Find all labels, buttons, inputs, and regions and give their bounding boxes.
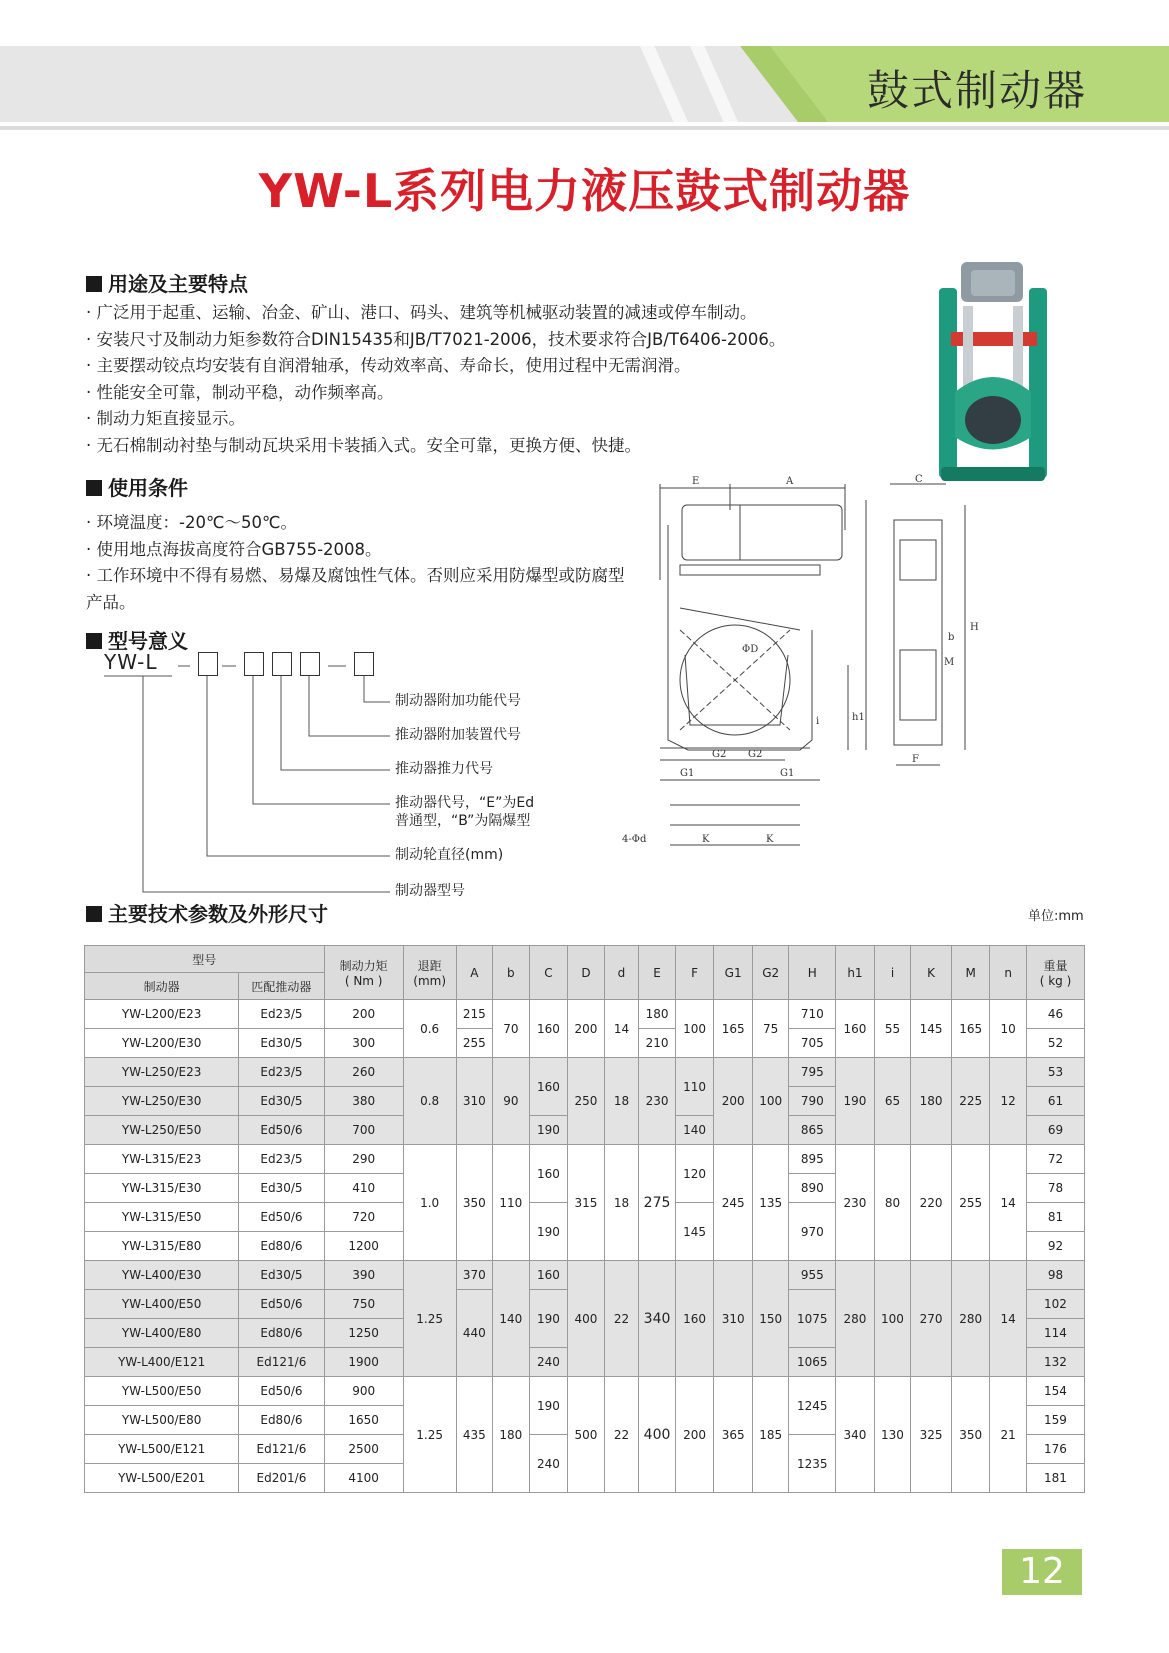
model-label-function: 制动器附加功能代号 xyxy=(395,693,521,709)
col-header-n: n xyxy=(990,946,1027,1000)
table-cell: 1235 xyxy=(789,1435,836,1493)
table-cell: 310 xyxy=(456,1058,493,1145)
table-cell: 710 xyxy=(789,1000,836,1029)
table-cell: 0.8 xyxy=(403,1058,456,1145)
table-cell: YW-L500/E80 xyxy=(85,1406,239,1435)
table-cell: Ed30/5 xyxy=(239,1029,324,1058)
table-cell: 160 xyxy=(529,1145,568,1203)
table-cell: Ed121/6 xyxy=(239,1348,324,1377)
table-cell: YW-L250/E23 xyxy=(85,1058,239,1087)
col-header-brake: 制动器 xyxy=(85,973,239,1000)
table-cell: 160 xyxy=(529,1058,568,1116)
list-item: · 制动力矩直接显示。 xyxy=(86,406,785,433)
unit-label: 单位:mm xyxy=(1028,909,1084,924)
table-cell: 55 xyxy=(874,1000,911,1058)
col-header-a: A xyxy=(456,946,493,1000)
model-box-diameter xyxy=(198,652,218,676)
table-cell: YW-L200/E30 xyxy=(85,1029,239,1058)
table-cell: 10 xyxy=(990,1000,1027,1058)
table-cell: 340 xyxy=(639,1261,676,1377)
table-cell: 240 xyxy=(529,1435,568,1493)
table-cell: YW-L500/E121 xyxy=(85,1435,239,1464)
table-cell: 1065 xyxy=(789,1348,836,1377)
features-list xyxy=(86,300,785,459)
table-cell: YW-L315/E80 xyxy=(85,1232,239,1261)
model-label-thrust: 推动器推力代号 xyxy=(395,761,493,777)
table-cell: Ed30/5 xyxy=(239,1174,324,1203)
col-header-k: K xyxy=(911,946,952,1000)
table-cell: 65 xyxy=(874,1058,911,1145)
table-cell: 215 xyxy=(456,1000,493,1029)
table-cell: Ed80/6 xyxy=(239,1406,324,1435)
table-cell: 75 xyxy=(752,1000,789,1058)
model-box-accessory xyxy=(300,652,320,676)
table-cell: 70 xyxy=(493,1000,530,1058)
table-cell: Ed30/5 xyxy=(239,1087,324,1116)
table-cell: 98 xyxy=(1026,1261,1084,1290)
list-item: · 安装尺寸及制动力矩参数符合DIN15435和JB/T7021-2006，技术要求符合JB/T6406-2006。 xyxy=(86,327,785,354)
table-row xyxy=(85,1145,1085,1174)
table-cell: 390 xyxy=(324,1261,403,1290)
table-row xyxy=(85,1000,1085,1029)
table-cell: 100 xyxy=(752,1058,789,1145)
table-cell: YW-L250/E50 xyxy=(85,1116,239,1145)
table-cell: 102 xyxy=(1026,1290,1084,1319)
table-cell: 160 xyxy=(675,1261,714,1377)
table-cell: 110 xyxy=(675,1058,714,1116)
table-cell: 176 xyxy=(1026,1435,1084,1464)
table-cell: 795 xyxy=(789,1058,836,1087)
table-cell: 14 xyxy=(990,1261,1027,1377)
table-cell: 350 xyxy=(456,1145,493,1261)
table-cell: 200 xyxy=(714,1058,753,1145)
table-cell: 275 xyxy=(639,1145,676,1261)
table-cell: Ed30/5 xyxy=(239,1261,324,1290)
col-header-c: C xyxy=(529,946,568,1000)
table-cell: 140 xyxy=(493,1261,530,1377)
col-header-thruster: 匹配推动器 xyxy=(239,973,324,1000)
table-cell: 340 xyxy=(836,1377,875,1493)
table-cell: 150 xyxy=(752,1261,789,1377)
table-cell: 1245 xyxy=(789,1377,836,1435)
table-cell: YW-L400/E30 xyxy=(85,1261,239,1290)
table-cell: 21 xyxy=(990,1377,1027,1493)
col-header-d-small: d xyxy=(604,946,639,1000)
table-cell: YW-L400/E121 xyxy=(85,1348,239,1377)
product-photo xyxy=(933,262,1053,487)
table-cell: 750 xyxy=(324,1290,403,1319)
table-cell: 92 xyxy=(1026,1232,1084,1261)
dim-label-k-left: K xyxy=(702,834,710,845)
table-cell: 110 xyxy=(493,1145,530,1261)
table-cell: 790 xyxy=(789,1087,836,1116)
dimension-drawing xyxy=(620,474,1040,900)
table-cell: Ed50/6 xyxy=(239,1116,324,1145)
model-box-thruster xyxy=(244,652,264,676)
table-cell: 180 xyxy=(911,1058,952,1145)
table-cell: 22 xyxy=(604,1377,639,1493)
table-cell: 260 xyxy=(324,1058,403,1087)
table-cell: 255 xyxy=(951,1145,990,1261)
table-header-row xyxy=(85,946,1085,973)
table-cell: Ed23/5 xyxy=(239,1058,324,1087)
table-cell: 114 xyxy=(1026,1319,1084,1348)
col-header-b: b xyxy=(493,946,530,1000)
table-cell: 145 xyxy=(675,1203,714,1261)
col-header-model: 型号 xyxy=(85,946,325,973)
model-label-diameter: 制动轮直径(mm) xyxy=(395,847,504,863)
table-cell: 46 xyxy=(1026,1000,1084,1029)
spec-table xyxy=(84,945,1085,1493)
model-label-thruster: 推动器代号，“E”为Ed xyxy=(395,795,535,811)
table-cell: 440 xyxy=(456,1290,493,1377)
table-cell: 181 xyxy=(1026,1464,1084,1493)
col-header-gap: 退距 (mm) xyxy=(403,946,456,1000)
table-cell: Ed80/6 xyxy=(239,1232,324,1261)
table-cell: 145 xyxy=(911,1000,952,1058)
params-heading: 主要技术参数及外形尺寸 xyxy=(86,898,328,927)
table-cell: 240 xyxy=(529,1348,568,1377)
table-cell: 159 xyxy=(1026,1406,1084,1435)
model-box-thrust xyxy=(272,652,292,676)
table-cell: 190 xyxy=(529,1377,568,1435)
table-cell: 250 xyxy=(568,1058,605,1145)
table-cell: 1650 xyxy=(324,1406,403,1435)
table-cell: 1250 xyxy=(324,1319,403,1348)
table-cell: 230 xyxy=(639,1058,676,1145)
table-cell: 280 xyxy=(951,1261,990,1377)
table-cell: 52 xyxy=(1026,1029,1084,1058)
list-item: · 广泛用于起重、运输、冶金、矿山、港口、码头、建筑等机械驱动装置的减速或停车制动。 xyxy=(86,300,785,327)
table-cell: 185 xyxy=(752,1377,789,1493)
table-cell: 135 xyxy=(752,1145,789,1261)
table-cell: 1900 xyxy=(324,1348,403,1377)
conditions-list xyxy=(86,510,626,616)
table-cell: Ed23/5 xyxy=(239,1145,324,1174)
col-header-g1: G1 xyxy=(714,946,753,1000)
table-cell: 14 xyxy=(604,1000,639,1058)
table-cell: 80 xyxy=(874,1145,911,1261)
list-item: · 主要摆动铰点均安装有自润滑轴承，传动效率高、寿命长，使用过程中无需润滑。 xyxy=(86,353,785,380)
table-cell: 865 xyxy=(789,1116,836,1145)
dim-label-h: H xyxy=(970,622,979,633)
table-cell: 500 xyxy=(568,1377,605,1493)
table-cell: 140 xyxy=(675,1116,714,1145)
col-header-d: D xyxy=(568,946,605,1000)
table-cell: YW-L200/E23 xyxy=(85,1000,239,1029)
table-cell: YW-L400/E50 xyxy=(85,1290,239,1319)
table-cell: 120 xyxy=(675,1145,714,1203)
model-label-type: 制动器型号 xyxy=(395,883,465,899)
dim-label-g1-right: G1 xyxy=(780,768,795,779)
table-cell: 400 xyxy=(639,1377,676,1493)
dim-label-m: M xyxy=(944,657,955,668)
table-cell: 270 xyxy=(911,1261,952,1377)
table-cell: 225 xyxy=(951,1058,990,1145)
table-cell: 22 xyxy=(604,1261,639,1377)
col-header-torque: 制动力矩 ( Nm ) xyxy=(324,946,403,1000)
model-heading: 型号意义 xyxy=(86,625,188,654)
table-cell: 255 xyxy=(456,1029,493,1058)
table-cell: 190 xyxy=(529,1290,568,1348)
table-cell: Ed121/6 xyxy=(239,1435,324,1464)
table-cell: 1075 xyxy=(789,1290,836,1348)
features-heading: 用途及主要特点 xyxy=(86,268,248,297)
list-item: · 无石棉制动衬垫与制动瓦块采用卡装插入式。安全可靠，更换方便、快捷。 xyxy=(86,433,785,460)
table-cell: 130 xyxy=(874,1377,911,1493)
header-band xyxy=(0,0,1169,150)
dim-label-b: b xyxy=(948,632,955,643)
table-cell: 78 xyxy=(1026,1174,1084,1203)
table-cell: 380 xyxy=(324,1087,403,1116)
table-cell: 370 xyxy=(456,1261,493,1290)
table-cell: Ed50/6 xyxy=(239,1203,324,1232)
table-cell: 69 xyxy=(1026,1116,1084,1145)
table-cell: YW-L315/E50 xyxy=(85,1203,239,1232)
table-cell: 1200 xyxy=(324,1232,403,1261)
dim-label-a: A xyxy=(786,476,794,487)
table-cell: 210 xyxy=(639,1029,676,1058)
table-cell: 154 xyxy=(1026,1377,1084,1406)
table-cell: 200 xyxy=(675,1377,714,1493)
col-header-e: E xyxy=(639,946,676,1000)
table-cell: 720 xyxy=(324,1203,403,1232)
table-cell: Ed50/6 xyxy=(239,1290,324,1319)
table-cell: 165 xyxy=(714,1000,753,1058)
table-cell: 410 xyxy=(324,1174,403,1203)
list-item: · 性能安全可靠，制动平稳，动作频率高。 xyxy=(86,380,785,407)
table-cell: 290 xyxy=(324,1145,403,1174)
table-cell: 190 xyxy=(836,1058,875,1145)
page-title: YW-L系列电力液压鼓式制动器 xyxy=(258,164,911,218)
table-cell: YW-L250/E30 xyxy=(85,1087,239,1116)
model-label-thruster-2: 普通型，“B”为隔爆型 xyxy=(395,813,531,829)
table-cell: 435 xyxy=(456,1377,493,1493)
table-cell: Ed80/6 xyxy=(239,1319,324,1348)
table-cell: 4100 xyxy=(324,1464,403,1493)
table-cell: 955 xyxy=(789,1261,836,1290)
table-cell: 53 xyxy=(1026,1058,1084,1087)
table-row xyxy=(85,1058,1085,1087)
table-cell: 1.25 xyxy=(403,1261,456,1377)
table-cell: 81 xyxy=(1026,1203,1084,1232)
table-cell: 18 xyxy=(604,1058,639,1145)
model-code: YW-L xyxy=(104,650,158,674)
table-cell: YW-L500/E50 xyxy=(85,1377,239,1406)
col-header-weight: 重量 ( kg ) xyxy=(1026,946,1084,1000)
model-box-function xyxy=(354,652,374,676)
table-cell: 160 xyxy=(529,1261,568,1290)
table-cell: 2500 xyxy=(324,1435,403,1464)
dim-label-g2-right: G2 xyxy=(748,749,763,760)
table-cell: YW-L315/E23 xyxy=(85,1145,239,1174)
table-cell: 160 xyxy=(836,1000,875,1058)
table-cell: 700 xyxy=(324,1116,403,1145)
table-cell: 400 xyxy=(568,1261,605,1377)
table-cell: 72 xyxy=(1026,1145,1084,1174)
table-cell: 970 xyxy=(789,1203,836,1261)
table-cell: 18 xyxy=(604,1145,639,1261)
dim-label-d: ΦD xyxy=(742,644,759,655)
table-cell: 190 xyxy=(529,1203,568,1261)
category-title: 鼓式制动器 xyxy=(866,66,1087,115)
dim-label-c: C xyxy=(915,474,923,485)
dim-label-i: i xyxy=(816,716,820,727)
table-cell: 190 xyxy=(529,1116,568,1145)
dim-label-h1: h1 xyxy=(852,712,865,723)
col-header-f: F xyxy=(675,946,714,1000)
table-cell: 245 xyxy=(714,1145,753,1261)
table-row xyxy=(85,1377,1085,1406)
list-item: · 使用地点海拔高度符合GB755-2008。 xyxy=(86,537,626,564)
table-cell: 350 xyxy=(951,1377,990,1493)
table-cell: 280 xyxy=(836,1261,875,1377)
list-item: · 环境温度：-20℃～50℃。 xyxy=(86,510,626,537)
col-header-h1: h1 xyxy=(836,946,875,1000)
col-header-i: i xyxy=(874,946,911,1000)
dim-label-f: F xyxy=(912,754,919,765)
table-cell: YW-L315/E30 xyxy=(85,1174,239,1203)
table-cell: 12 xyxy=(990,1058,1027,1145)
table-cell: 100 xyxy=(675,1000,714,1058)
dim-label-g2-left: G2 xyxy=(712,749,727,760)
table-cell: 200 xyxy=(568,1000,605,1058)
dim-label-e: E xyxy=(692,476,700,487)
table-cell: 61 xyxy=(1026,1087,1084,1116)
col-header-g2: G2 xyxy=(752,946,789,1000)
table-cell: 160 xyxy=(529,1000,568,1058)
model-label-accessory: 推动器附加装置代号 xyxy=(395,727,521,743)
col-header-m: M xyxy=(951,946,990,1000)
table-cell: 315 xyxy=(568,1145,605,1261)
dim-label-k-right: K xyxy=(766,834,774,845)
table-cell: 1.25 xyxy=(403,1377,456,1493)
table-cell: 325 xyxy=(911,1377,952,1493)
table-cell: 180 xyxy=(493,1377,530,1493)
table-cell: 90 xyxy=(493,1058,530,1145)
table-cell: Ed201/6 xyxy=(239,1464,324,1493)
table-cell: 365 xyxy=(714,1377,753,1493)
table-cell: YW-L500/E201 xyxy=(85,1464,239,1493)
table-cell: 165 xyxy=(951,1000,990,1058)
table-cell: 1.0 xyxy=(403,1145,456,1261)
table-cell: 705 xyxy=(789,1029,836,1058)
table-cell: 310 xyxy=(714,1261,753,1377)
table-cell: 300 xyxy=(324,1029,403,1058)
table-cell: 0.6 xyxy=(403,1000,456,1058)
table-cell: 200 xyxy=(324,1000,403,1029)
table-cell: 132 xyxy=(1026,1348,1084,1377)
table-cell: 900 xyxy=(324,1377,403,1406)
table-cell: 230 xyxy=(836,1145,875,1261)
table-cell: YW-L400/E80 xyxy=(85,1319,239,1348)
table-cell: 895 xyxy=(789,1145,836,1174)
table-row xyxy=(85,1261,1085,1290)
table-cell: 14 xyxy=(990,1145,1027,1261)
table-cell: 220 xyxy=(911,1145,952,1261)
table-cell: Ed50/6 xyxy=(239,1377,324,1406)
table-cell: 890 xyxy=(789,1174,836,1203)
list-item: · 工作环境中不得有易燃、易爆及腐蚀性气体。否则应采用防爆型或防腐型产品。 xyxy=(86,563,626,616)
table-cell: Ed23/5 xyxy=(239,1000,324,1029)
col-header-h: H xyxy=(789,946,836,1000)
table-cell: 180 xyxy=(639,1000,676,1029)
page-number: 12 xyxy=(1002,1549,1082,1595)
table-cell: 100 xyxy=(874,1261,911,1377)
dim-label-holes: 4-Φd xyxy=(622,834,647,845)
conditions-heading: 使用条件 xyxy=(86,472,188,501)
dim-label-g1-left: G1 xyxy=(680,768,695,779)
